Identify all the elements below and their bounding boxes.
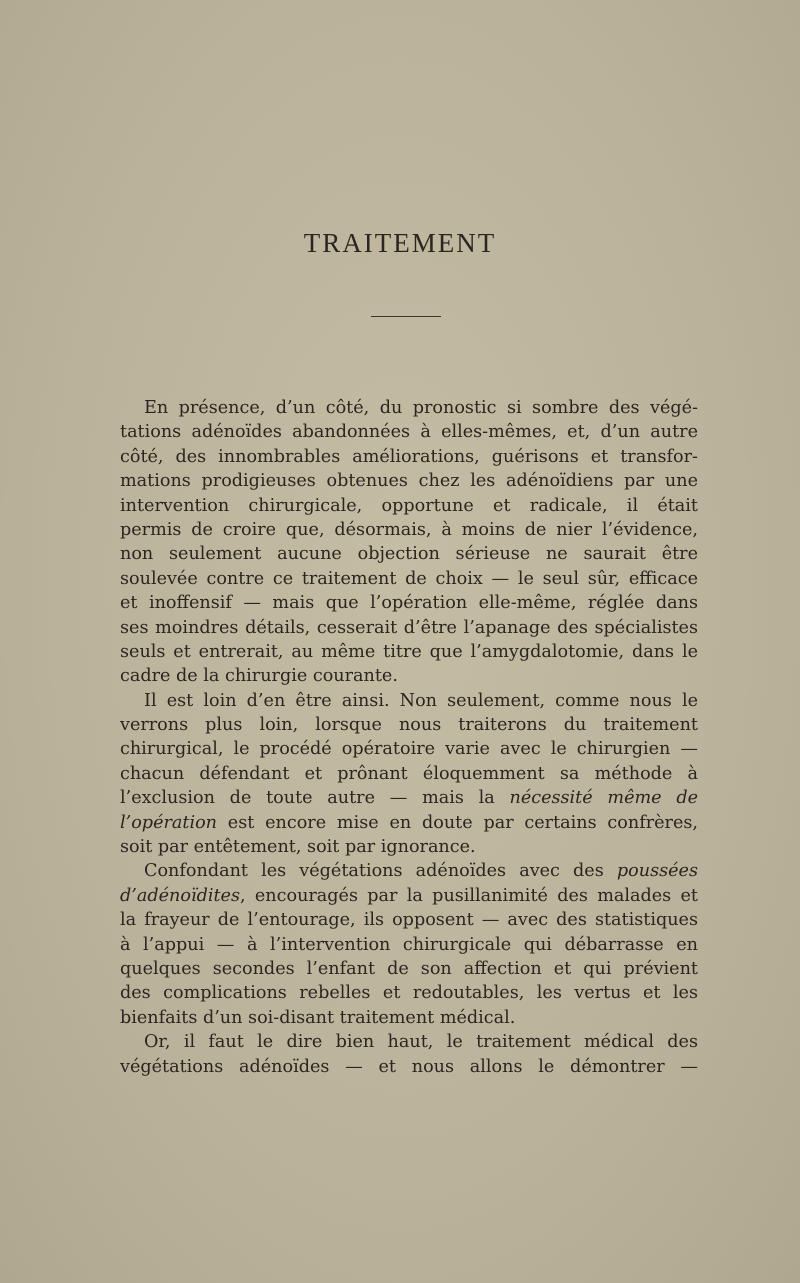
italic-phrase: l’opération (120, 812, 218, 833)
text-line: à l’appui — à l’intervention chirurgicale qui débarrasse en (120, 934, 698, 955)
text-line (120, 786, 698, 810)
text-line: soit par entêtement, soit par ignorance. (120, 837, 476, 858)
text-line: permis de croire que, désormais, à moins de nier l’évidence, (120, 519, 698, 540)
text-line: verrons plus loin, lorsque nous traiterons du traitement (120, 715, 698, 736)
italic-phrase: nécessité même de (509, 788, 698, 809)
text-run: , encouragés par la pusillanimité des malades et (239, 885, 698, 906)
italic-phrase: d’adénoïdites (120, 885, 240, 906)
text-line: tations adénoïdes abandonnées à elles-mêmes, et, d’un autre (120, 422, 698, 443)
text-line: seuls et entrerait, au même titre que l’amygdalotomie, dans le (120, 641, 698, 662)
text-line: la frayeur de l’entourage, ils opposent — avec des statistiques (120, 910, 698, 931)
text-line: et inoffensif — mais que l’opération elle-même, réglée dans (120, 593, 698, 614)
text-run: Confondant les végétations adénoïdes avec des (144, 861, 617, 882)
body-text (120, 396, 698, 1079)
text-run: est encore mise en doute par certains confrères, (217, 812, 698, 833)
text-line: des complications rebelles et redoutables, les vertus et les (120, 983, 698, 1004)
title-rule (371, 316, 441, 317)
italic-phrase: poussées (616, 861, 698, 882)
text-line: En présence, d’un côté, du pronostic si sombre des végé- (144, 398, 698, 418)
text-run: l’exclusion de toute autre — mais la (120, 788, 510, 809)
text-line: chirurgical, le procédé opératoire varie avec le chirurgien — (120, 739, 698, 760)
text-line: végétations adénoïdes — et nous allons le démontrer — (120, 1056, 698, 1077)
text-line: quelques secondes l’enfant de son affection et qui prévient (120, 958, 698, 979)
text-line (120, 859, 698, 883)
chapter-title: TRAITEMENT (303, 228, 497, 258)
text-line: non seulement aucune objection sérieuse ne saurait être (120, 544, 698, 565)
text-line: Or, il faut le dire bien haut, le traitement médical des (144, 1032, 698, 1053)
text-line: bienfaits d’un soi-disant traitement médical. (120, 1007, 516, 1028)
text-line (120, 884, 698, 908)
text-line: mations prodigieuses obtenues chez les adénoïdiens par une (120, 471, 698, 492)
text-line: intervention chirurgicale, opportune et radicale, il était (120, 495, 698, 516)
text-line: ses moindres détails, cesserait d’être l’apanage des spécialistes (120, 617, 698, 638)
text-line: cadre de la chirurgie courante. (120, 666, 398, 687)
text-line: Il est loin d’en être ainsi. Non seulement, comme nous le (144, 690, 698, 711)
text-line: chacun défendant et prônant éloquemment sa méthode à (120, 763, 698, 784)
text-line: côté, des innombrables améliorations, guérisons et transfor- (120, 446, 698, 467)
text-line: soulevée contre ce traitement de choix — le seul sûr, efficace (120, 568, 698, 589)
text-line (120, 811, 698, 835)
